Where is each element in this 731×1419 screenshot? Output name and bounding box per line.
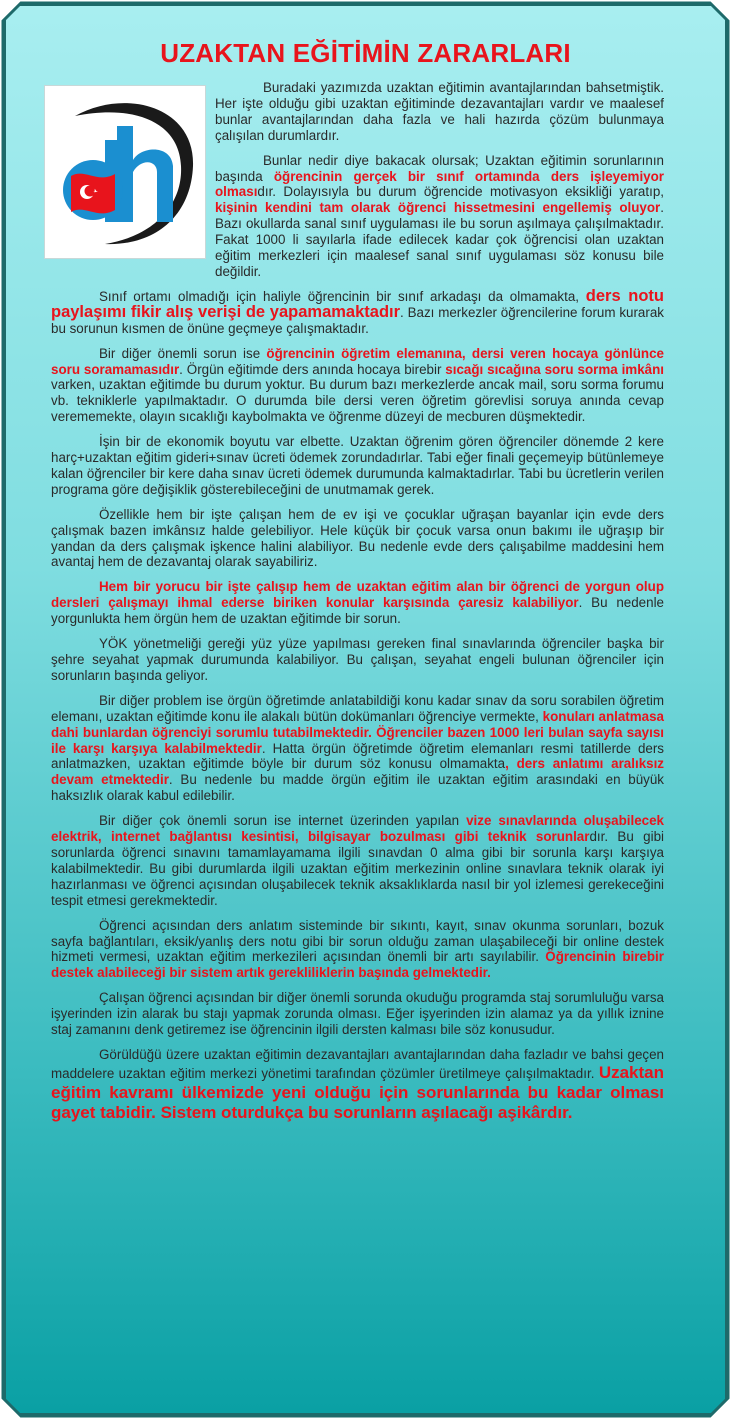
paragraph-5 [51,434,664,498]
page-title: UZAKTAN EĞİTİMİN ZARARLARI [160,38,571,68]
p9-highlight-d: , ders anlatımı aralıksız devam etmektedir [51,756,665,788]
p7-highlight-a: Hem bir yorucu bir işte çalışıp hem de uzaktan eğitim alan bir öğrenci de yorgun olup dersleri çalışmayı ihmal ederse biriken konular karşısında çaresiz kalabiliyor [51,579,664,611]
paragraph-4 [51,346,664,426]
p2-highlight-d: kişinin kendini tam olarak öğrenci hissetmesini engellemiş oluyor [215,200,661,216]
p10-highlight-b: vize sınavlarında oluşabilecek elektrik, internet bağlantısı kesintisi, bilgisayar bozulması gibi teknik sorunlar [51,813,665,845]
paragraph-7 [51,579,664,627]
p2-highlight-b: öğrencinin gerçek bir sınıf ortamında ders işleyemiyor olması [215,168,665,200]
p2-text-e: . Bazı okullarda sanal sınıf uygulaması ile bu sorun aşılmaya çalışılmaktadır. Fakat 1000 li sayılarla ifade edilecek kadar çok öğrencisi olan uzaktan eğitim merkezleri için maalesef sanal sınıf uygulaması söz konusu bile değildir. [215,200,664,279]
p4-text-a: Bir diğer önemli sorun ise [99,345,267,361]
article-body [51,80,664,1132]
logo-spacer [51,80,213,278]
p7-text-b: . Bu nedenle yorgunlukta hem örgün hem de uzaktan eğitimde bir sorun. [51,595,664,627]
p4-text-e: varken, uzaktan eğitimde bu durum yoktur. Bu durum bazı merkezlerde ancak mail, soru sorma forumu vb. tekniklerle yapılmaktadır. O durumda bile dersi veren öğretim görevlisi soruya anında cevap verememekte, olayın sıcaklığı kaybolmakta ve öğrenme düzeyi de mecburen düşmektedir. [51,377,664,425]
p10-text-a: Bir diğer çok önemli sorun ise internet üzerinden yapılan [99,813,467,829]
p3-text-a: Sınıf ortamı olmadığı için haliyle öğrencinin bir sınıf arkadaşı da olmamakta, [99,288,586,304]
p2-text-c: dır. Dolayısıyla bu durum öğrencide motivasyon eksikliği yaratıp, [257,184,664,200]
paragraph-11 [51,918,664,982]
p4-highlight-d: sıcağı sıcağına soru sorma imkânı [445,361,664,377]
paragraph-6 [51,507,664,571]
p13-highlight-b: Uzaktan eğitim kavramı ülkemizde yeni olduğu için sorunlarında bu kadar olması gayet tabidir. Sistem oturdukça bu sorunların aşılacağı aşikârdır. [51,1062,664,1122]
p9-highlight-b: konuları anlatmasa dahi bunlardan öğrenciyi sorumlu tutabilmektedir. Öğrenciler bazen 1000 leri bulan sayfa sayısı ile karşı karşıya kalabilmektedir [51,708,665,756]
p4-highlight-b: öğrencinin öğretim elemanına, dersi veren hocaya gönlünce soru soramamasıdır [51,345,665,377]
p13-text-a: Görüldüğü üzere uzaktan eğitimin dezavantajları avantajlarından daha fazladır ve bahsi geçen maddelere uzaktan eğitim merkezi yönetimi tarafından çözümler üretilmeye çalışılmaktadır. [51,1046,664,1081]
p3-text-c: . Bazı merkezler öğrencilerine forum kurarak bu sorunun kısmen de önüne geçmeye çalışmaktadır. [51,304,664,336]
p2-text-a: Bunlar nedir diye bakacak olursak; Uzaktan eğitimin sorunlarının başında [215,152,664,184]
p5-text: İşin bir de ekonomik boyutu var elbette. Uzaktan öğrenim gören öğrenciler dönemde 2 kere harç+uzaktan eğitim gideri+sınav ücreti ödemek zorundadırlar. Tabi eğer finali geçemeyip bütünlemeye kalan öğrenciler bir kere daha sınav ücreti ödemek durumunda kalmaktadırlar. Tabi bu ücretlerin verilen programa göre değişiklik gösterebileceğini de unutmamak gerek. [51,434,664,497]
p1-text: Buradaki yazımızda uzaktan eğitimin avantajlarından bahsetmiştik. Her işte olduğu gibi uzaktan eğitiminde dezavantajları vardır ve maalesef bunlar avantajlarından daha fazla ve hali hazırda çözüm bulunmaya çalışılan durumlardır. [215,80,664,143]
paragraph-10 [51,813,664,908]
p10-text-c: dır. Bu gibi sorunlarda öğrenci sınavını tamamlayamama ilgili sınavdan 0 alma gibi bir sorunla karşı karşıya kalabilmektedir. Bu gibi durumlarda ilgili uzaktan eğitim merkezinin online sınavlara teknik olarak iyi hazırlanması ve öğrenci açısından oluşabilecek teknik aksaklıklarda nasıl bir yol izlemesi gerekeceğini tespit etmesi gerekmektedir. [51,829,664,908]
paragraph-13 [51,1047,664,1123]
p3-highlight-b: ders notu paylaşımı fikir alış verişi de yapamamaktadır [51,286,664,321]
p8-text: YÖK yönetmeliği gereği yüz yüze yapılması gereken final sınavlarında öğrenciler başka bir şehre seyahat yapmak durumunda kalabiliyor. Bu çalışan, seyahat engeli bulunan öğrenciler için sorunların başında geliyor. [51,636,664,683]
p9-text-e: . Bu nedenle bu madde örgün eğitim ile uzaktan eğitim arasındaki en büyük haksızlık olarak kabul edilebilir. [51,772,665,804]
p11-highlight-b: Öğrencinin birebir destek alabileceği bir sistem artık gerekliliklerin başında gelmektedir. [51,949,664,981]
paragraph-8 [51,636,664,684]
paragraph-3 [51,286,664,337]
p9-text-c: . Hatta örgün öğretimde öğretim elemanları resmi tatillerde ders anlatmazken, uzaktan eğitimde böyle bir durum söz konusu olmamakta [51,740,664,772]
logo-text: dh [45,86,47,87]
p6-text: Özellikle hem bir işte çalışan hem de ev işi ve çocuklar uğraşan bayanlar için evde ders çalışmak bazen imkânsız halde gelebiliyor. Hele küçük bir çocuk varsa onun bakımı ile uğraşıp bir yandan da ders çalışmak işkence halini alabiliyor. Bu nedenle evde ders çalışabilme maddesini hem avantaj hem de dezavantaj olarak sayabiliriz. [51,506,664,570]
p9-text-a: Bir diğer problem ise örgün öğretimde anlatabildiği konu kadar sınav da soru sorabilen öğretim elemanı, uzaktan eğitimde konu ile alakalı bütün dokümanları öğrenciye vermekte, [51,692,664,724]
p4-text-c: . Örgün eğitimde ders anında hocaya birebir [179,361,446,377]
paragraph-9 [51,693,664,804]
p12-text: Çalışan öğrenci açısından bir diğer önemli sorunda okuduğu programda staj sorumluluğu varsa işyerinden izin alarak bu stajı yapmak zorunda olması. Eğer işyerinden izin alamaz ya da yıllık iznine staj zamanını denk getiremez ise öğrencinin ilgili dersten kalması bile söz konusudur. [51,990,664,1038]
paragraph-12 [51,990,664,1038]
p11-text-a: Öğrenci açısından ders anlatım sisteminde bir sıkıntı, kayıt, sınav okunma sorunları, bozuk sayfa bağlantıları, eksik/yanlış ders notu gibi bir sorun olduğu zaman ulaşabileceği bir online destek hizmeti vermesi, uzaktan eğitim merkezileri açısından önemli bir artı sayılabilir. [51,917,664,965]
